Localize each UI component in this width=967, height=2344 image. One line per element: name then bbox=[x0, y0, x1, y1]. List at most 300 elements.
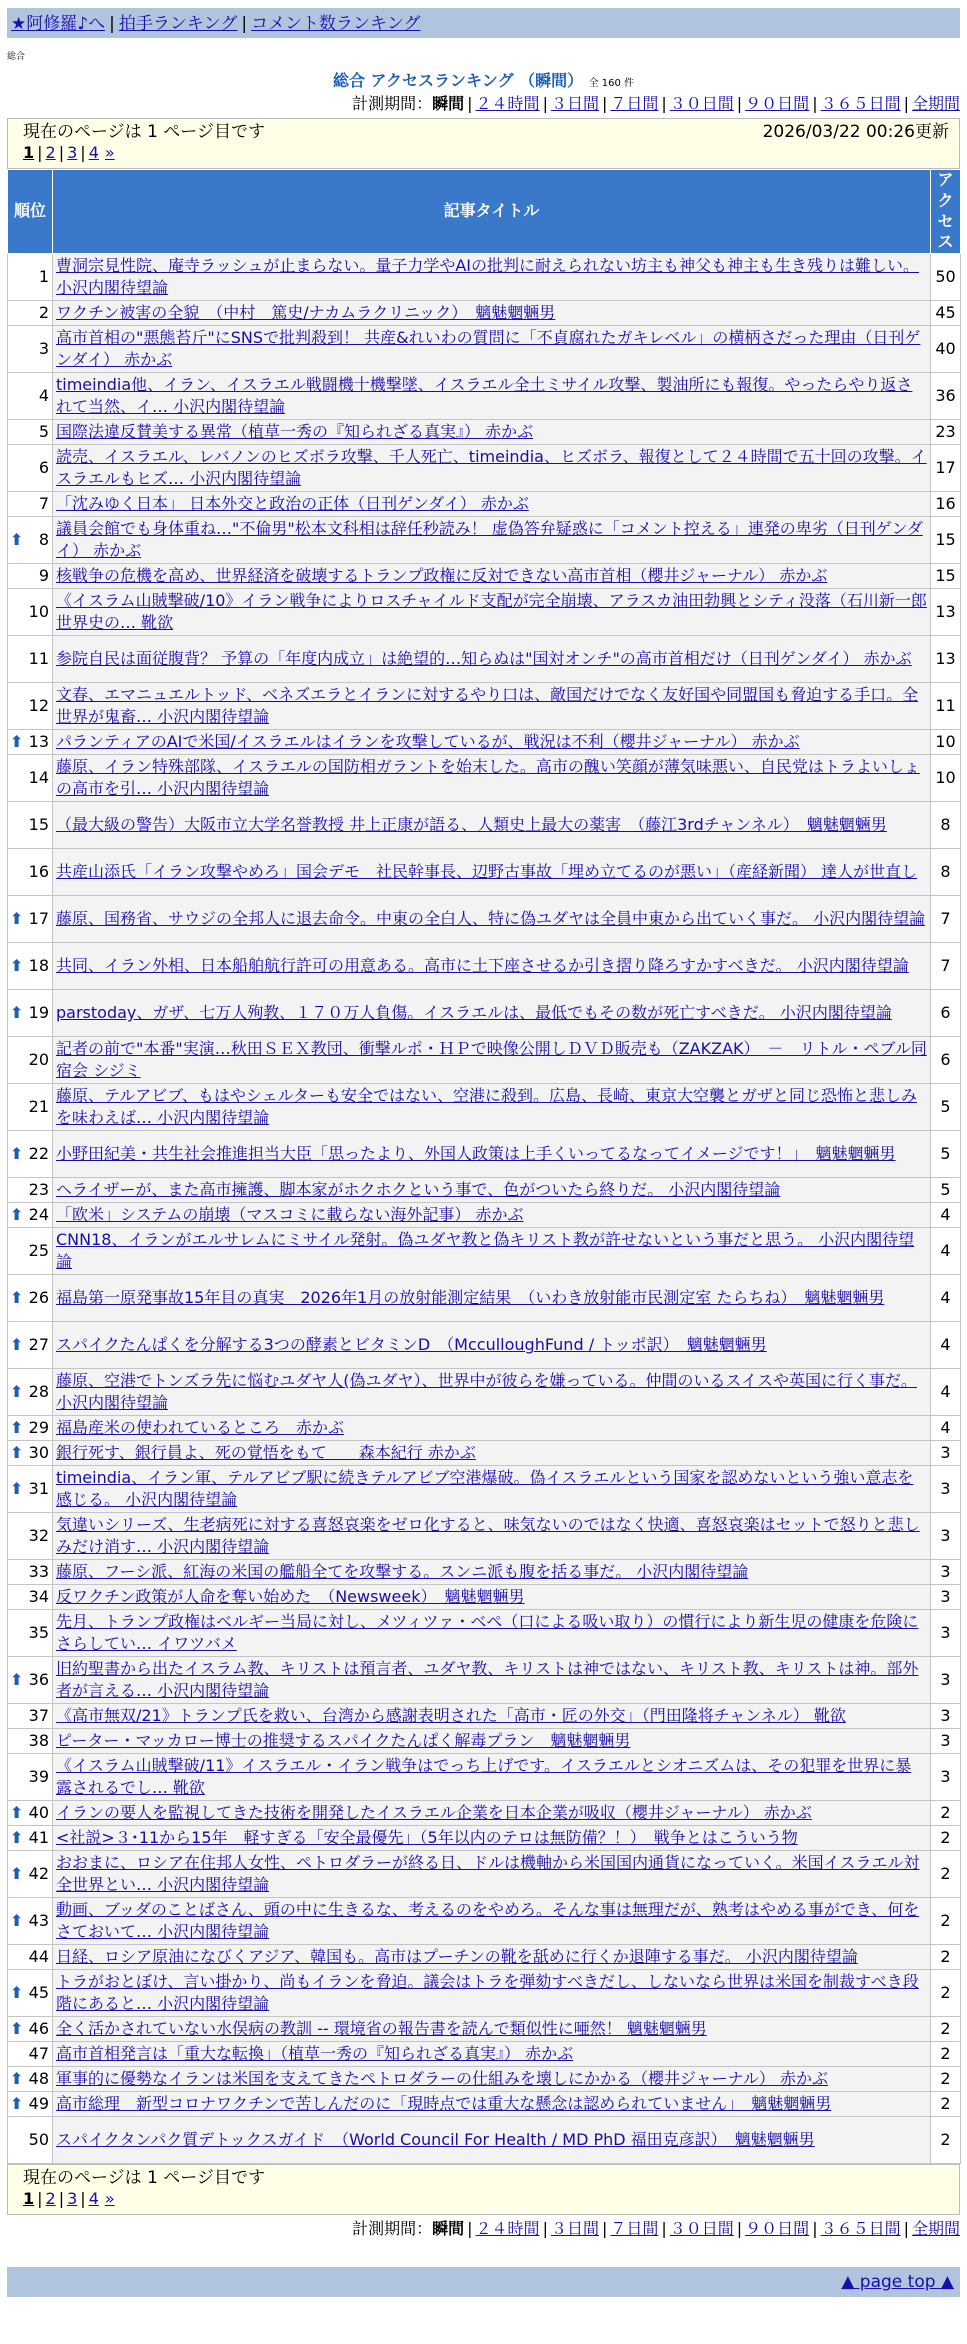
rank-number: 23 bbox=[28, 1179, 49, 1199]
period-24h[interactable]: ２４時間 bbox=[475, 94, 540, 113]
page-link-2-bottom[interactable]: 2 bbox=[45, 2189, 56, 2209]
rank-up-icon: ⬆ bbox=[10, 1417, 24, 1437]
period-365d[interactable]: ３６５日間 bbox=[820, 94, 901, 113]
table-row bbox=[8, 1037, 961, 1084]
header-title: 記事タイトル bbox=[53, 170, 931, 254]
table-row bbox=[8, 1416, 961, 1441]
rank-cell bbox=[8, 492, 53, 517]
table-row bbox=[8, 755, 961, 802]
period-24h-bottom[interactable]: ２４時間 bbox=[475, 2219, 540, 2239]
table-row bbox=[8, 492, 961, 517]
table-row bbox=[8, 1801, 961, 1826]
period-3d[interactable]: ３日間 bbox=[550, 94, 599, 113]
rank-cell bbox=[8, 326, 53, 373]
period-all-bottom[interactable]: 全期間 bbox=[911, 2219, 960, 2239]
rank-up-icon: ⬆ bbox=[10, 2093, 24, 2113]
access-count: 3 bbox=[931, 1585, 961, 1610]
rank-number: 31 bbox=[28, 1478, 49, 1498]
table-row bbox=[8, 1729, 961, 1754]
article-link[interactable]: 動画、ブッダのことばさん、頭の中に生きるな、考えるのをやめろ。そんな事は無理だが、熟考はやめる事ができ、何をさておいて… 小沢内閣待望論 bbox=[56, 1900, 920, 1942]
access-count: 2 bbox=[931, 2092, 961, 2117]
article-link[interactable]: 軍事的に優勢なイランは米国を支えてきたペトロダラーの仕組みを壊しにかかる（櫻井ジャーナル） 赤かぶ bbox=[56, 2069, 828, 2089]
article-link[interactable]: parstoday、ガザ、七万人殉教、１７０万人負傷。イスラエルは、最低でもその数が死亡すべきだ。 小沢内閣待望論 bbox=[56, 1003, 892, 1023]
rank-cell bbox=[8, 990, 53, 1037]
rank-number: 43 bbox=[28, 1910, 49, 1930]
title-cell bbox=[53, 420, 931, 445]
access-count: 5 bbox=[931, 1084, 961, 1131]
rank-up-icon: ⬆ bbox=[10, 1143, 24, 1163]
access-count: 4 bbox=[931, 1369, 961, 1416]
table-row bbox=[8, 1945, 961, 1970]
rank-cell bbox=[8, 1037, 53, 1084]
article-link[interactable]: 反ワクチン政策が人命を奪い始めた （Newsweek） 魑魅魍魎男 bbox=[56, 1587, 525, 1607]
current-page-text-bottom: 現在のページは 1 ページ目です bbox=[23, 2168, 265, 2189]
table-row bbox=[8, 1560, 961, 1585]
title-cell bbox=[53, 1729, 931, 1754]
rank-cell bbox=[8, 849, 53, 896]
page-top-link[interactable]: ▲ page top ▲ bbox=[841, 2272, 954, 2293]
title-cell bbox=[53, 1441, 931, 1466]
updated-timestamp: 2026/03/22 00:26更新 bbox=[762, 122, 949, 142]
access-count: 3 bbox=[931, 1560, 961, 1585]
article-link[interactable]: イランの要人を監視してきた技術を開発したイスラエル企業を日本企業が吸収（櫻井ジャーナル） 赤かぶ bbox=[56, 1803, 812, 1823]
header-access: アクセス bbox=[931, 170, 961, 254]
table-row bbox=[8, 1826, 961, 1851]
table-row bbox=[8, 1275, 961, 1322]
access-count: 2 bbox=[931, 1898, 961, 1945]
title-cell bbox=[53, 373, 931, 420]
access-count: 3 bbox=[931, 1610, 961, 1657]
rank-cell bbox=[8, 730, 53, 755]
rank-number: 3 bbox=[38, 338, 49, 358]
period-selector-top: 計測期間：瞬間 | ２４時間 | ３日間 | ７日間 | ３０日間 | ９０日間 | ３６５日間 | 全期間 bbox=[352, 94, 960, 113]
rank-number: 25 bbox=[28, 1240, 49, 1260]
title-cell bbox=[53, 1945, 931, 1970]
top-nav-asyura-home[interactable]: ★阿修羅♪へ bbox=[11, 14, 106, 34]
title-cell bbox=[53, 564, 931, 589]
title-cell bbox=[53, 589, 931, 636]
article-link[interactable]: 参院自民は面従腹背？ 予算の「年度内成立」は絶望的…知らぬは"国対オンチ"の高市首相だけ（日刊ゲンダイ） 赤かぶ bbox=[56, 649, 912, 669]
page-current: 1 bbox=[23, 143, 35, 162]
article-link[interactable]: 藤原、フーシ派、紅海の米国の艦船全てを攻撃する。スンニ派も腹を括る事だ。 小沢内閣待望論 bbox=[56, 1562, 749, 1582]
rank-number: 20 bbox=[28, 1049, 49, 1069]
article-link[interactable]: ピーター・マッカロー博士の推奨するスパイクたんぱく解毒プラン 魑魅魍魎男 bbox=[56, 1731, 631, 1751]
table-row bbox=[8, 445, 961, 492]
page-link-4-bottom[interactable]: 4 bbox=[88, 2189, 99, 2209]
period-7d-bottom[interactable]: ７日間 bbox=[610, 2219, 659, 2239]
rank-cell bbox=[8, 1441, 53, 1466]
page-link-3-bottom[interactable]: 3 bbox=[67, 2189, 78, 2209]
access-count: 4 bbox=[931, 1228, 961, 1275]
title-cell bbox=[53, 1416, 931, 1441]
title-cell bbox=[53, 1970, 931, 2017]
article-link[interactable]: ヘライザーが、また高市擁護、脚本家がホクホクという事で、色がついたら終りだ。 小沢内閣待望論 bbox=[56, 1180, 781, 1200]
access-count: 23 bbox=[931, 420, 961, 445]
article-link[interactable]: ワクチン被害の全貌 （中村 篤史/ナカムラクリニック） 魑魅魍魎男 bbox=[56, 303, 556, 323]
table-row bbox=[8, 2042, 961, 2067]
title-cell bbox=[53, 2067, 931, 2092]
table-row bbox=[8, 1851, 961, 1898]
access-count: 6 bbox=[931, 990, 961, 1037]
title-cell bbox=[53, 254, 931, 301]
article-link[interactable]: （最大級の警告）大阪市立大学名誉教授 井上正康が語る、人類史上最大の薬害 （藤江3rdチャンネル） 魑魅魍魎男 bbox=[56, 815, 887, 835]
article-link[interactable]: 国際法違反賛美する異常（植草一秀の『知られざる真実』） 赤かぶ bbox=[56, 422, 534, 442]
rank-cell bbox=[8, 1585, 53, 1610]
rank-number: 45 bbox=[28, 1982, 49, 2002]
rank-cell bbox=[8, 1416, 53, 1441]
access-count: 2 bbox=[931, 2067, 961, 2092]
title-cell bbox=[53, 1801, 931, 1826]
table-row bbox=[8, 802, 961, 849]
title-cell bbox=[53, 896, 931, 943]
title-cell bbox=[53, 1131, 931, 1178]
rank-up-icon: ⬆ bbox=[10, 1381, 24, 1401]
rank-up-icon: ⬆ bbox=[10, 1827, 24, 1847]
access-count: 4 bbox=[931, 1203, 961, 1228]
table-row bbox=[8, 2017, 961, 2042]
article-link[interactable]: 藤原、国務省、サウジの全邦人に退去命令。中東の全白人、特に偽ユダヤは全員中東から出ていく事だ。 小沢内閣待望論 bbox=[56, 909, 926, 929]
rank-number: 16 bbox=[28, 861, 49, 881]
page-title bbox=[7, 70, 960, 94]
title-cell bbox=[53, 1084, 931, 1131]
access-count: 4 bbox=[931, 1416, 961, 1441]
article-link[interactable]: 藤原、テルアビブ、もはやシェルターも安全ではない、空港に殺到。広島、長崎、東京大空襲とガザと同じ恐怖と悲しみを味わえば… 小沢内閣待望論 bbox=[56, 1086, 917, 1128]
article-link[interactable]: トラがおとぼけ、言い掛かり、尚もイランを脅迫。議会はトラを弾劾すべきだし、しないなら世界は米国を制裁すべき段階にあると… 小沢内閣待望論 bbox=[56, 1972, 919, 2014]
rank-cell bbox=[8, 943, 53, 990]
rank-cell bbox=[8, 445, 53, 492]
rank-number: 38 bbox=[28, 1730, 49, 1750]
title-cell bbox=[53, 492, 931, 517]
period-30d[interactable]: ３０日間 bbox=[669, 94, 734, 113]
rank-number: 18 bbox=[28, 955, 49, 975]
title-cell bbox=[53, 1657, 931, 1704]
rank-cell bbox=[8, 1178, 53, 1203]
rank-number: 36 bbox=[28, 1669, 49, 1689]
rank-up-icon: ⬆ bbox=[10, 1204, 24, 1224]
rank-up-icon: ⬆ bbox=[10, 731, 24, 751]
rank-up-icon: ⬆ bbox=[10, 1910, 24, 1930]
article-link[interactable]: 議員会館でも身体重ね…"不倫男"松本文科相は辞任秒読み！ 虚偽答弁疑惑に「コメント控える」連発の卑劣（日刊ゲンダイ） 赤かぶ bbox=[56, 519, 923, 561]
rank-cell bbox=[8, 589, 53, 636]
table-row bbox=[8, 564, 961, 589]
rank-cell bbox=[8, 755, 53, 802]
rank-up-icon: ⬆ bbox=[10, 1478, 24, 1498]
rank-number: 29 bbox=[28, 1417, 49, 1437]
title-cell bbox=[53, 1851, 931, 1898]
total-count: 全 160 件 bbox=[588, 78, 635, 89]
page-next-bottom[interactable]: » bbox=[104, 2189, 115, 2209]
access-count: 3 bbox=[931, 1729, 961, 1754]
title-cell bbox=[53, 802, 931, 849]
rank-cell bbox=[8, 1369, 53, 1416]
rank-cell bbox=[8, 2092, 53, 2117]
rank-cell bbox=[8, 1466, 53, 1513]
access-count: 6 bbox=[931, 1037, 961, 1084]
rank-number: 22 bbox=[28, 1143, 49, 1163]
rank-number: 14 bbox=[28, 767, 49, 787]
access-count: 45 bbox=[931, 301, 961, 326]
period-all[interactable]: 全期間 bbox=[911, 94, 960, 113]
access-count: 17 bbox=[931, 445, 961, 492]
title-cell bbox=[53, 517, 931, 564]
rank-up-icon: ⬆ bbox=[10, 1442, 24, 1462]
rank-number: 50 bbox=[28, 2129, 49, 2149]
rank-number: 44 bbox=[28, 1946, 49, 1966]
article-link[interactable]: 共産山添氏「イラン攻撃やめろ」国会デモ 社民幹事長、辺野古事故「埋め立てるのが悪い」（産経新聞） 達人が世直し bbox=[56, 862, 918, 882]
rank-up-icon: ⬆ bbox=[10, 1287, 24, 1307]
article-link[interactable]: 全く活かされていない水俣病の教訓 -- 環境省の報告書を読んで類似性に唖然！ 魑魅魍魎男 bbox=[56, 2019, 707, 2039]
current-page-text: 現在のページは 1 ページ目です bbox=[23, 122, 265, 142]
rank-cell bbox=[8, 1729, 53, 1754]
access-count: 36 bbox=[931, 373, 961, 420]
period-90d-bottom[interactable]: ９０日間 bbox=[745, 2219, 810, 2239]
top-navigation: ★阿修羅♪へ | 拍手ランキング | コメント数ランキング bbox=[7, 8, 960, 38]
article-link[interactable]: CNN18、イランがエルサレムにミサイル発射。偽ユダヤ教と偽キリスト教が許せないという事だと思う。 小沢内閣待望論 bbox=[56, 1230, 915, 1272]
rank-number: 32 bbox=[28, 1525, 49, 1545]
period-3d-bottom[interactable]: ３日間 bbox=[550, 2219, 599, 2239]
table-header-row bbox=[8, 170, 961, 254]
access-count: 7 bbox=[931, 896, 961, 943]
article-link[interactable]: 気違いシリーズ、生老病死に対する喜怒哀楽をゼロ化すると、味気ないのではなく快適、喜怒哀楽はセットで怒りと悲しみだけ消す… 小沢内閣待望論 bbox=[56, 1515, 920, 1557]
rank-cell bbox=[8, 1084, 53, 1131]
access-count: 3 bbox=[931, 1441, 961, 1466]
access-count: 8 bbox=[931, 802, 961, 849]
rank-cell bbox=[8, 1945, 53, 1970]
table-row bbox=[8, 1369, 961, 1416]
article-link[interactable]: 読売、イスラエル、レバノンのヒズボラ攻撃、千人死亡、timeindia、ヒズボラ、報復として２４時間で五十回の攻撃。イスラエルもヒズ… 小沢内閣待望論 bbox=[56, 447, 927, 489]
page-current-bottom: 1 bbox=[23, 2189, 35, 2209]
ranking-table bbox=[7, 169, 961, 2164]
rank-cell bbox=[8, 636, 53, 683]
article-link[interactable]: 高市首相の"悪態苔斤"にSNSで批判殺到！ 共産&れいわの質問に「不貞腐れたガキレベル」の横柄さだった理由（日刊ゲンダイ） 赤かぶ bbox=[56, 328, 921, 370]
table-row bbox=[8, 849, 961, 896]
rank-number: 11 bbox=[28, 648, 49, 668]
access-count: 3 bbox=[931, 1466, 961, 1513]
title-cell bbox=[53, 2092, 931, 2117]
access-count: 8 bbox=[931, 849, 961, 896]
page-link-2[interactable]: 2 bbox=[45, 143, 56, 162]
rank-number: 12 bbox=[28, 695, 49, 715]
article-link[interactable]: 高市総理 新型コロナワクチンで苦しんだのに「現時点では重大な懸念は認められていません」 魑魅魍魎男 bbox=[56, 2094, 832, 2114]
rank-number: 35 bbox=[28, 1622, 49, 1642]
rank-cell bbox=[8, 2017, 53, 2042]
article-link[interactable]: 「沈みゆく日本」 日本外交と政治の正体（日刊ゲンダイ） 赤かぶ bbox=[56, 494, 529, 514]
rank-up-icon: ⬆ bbox=[10, 908, 24, 928]
access-count: 13 bbox=[931, 636, 961, 683]
article-link[interactable]: 藤原、空港でトンズラ先に悩むユダヤ人(偽ユダヤ）、世界中が彼らを嫌っている。仲間のいるスイスや英国に行く事だ。 小沢内閣待望論 bbox=[56, 1371, 917, 1413]
rank-number: 24 bbox=[28, 1204, 49, 1224]
title-cell bbox=[53, 2117, 931, 2164]
table-row bbox=[8, 1610, 961, 1657]
rank-number: 4 bbox=[38, 385, 49, 405]
ranking-title: 総合 アクセスランキング （瞬間） bbox=[332, 71, 584, 90]
rank-number: 9 bbox=[38, 565, 49, 585]
article-link[interactable]: timeindia他、イラン、イスラエル戦闘機十機撃墜、イスラエル全土ミサイル攻撃、製油所にも報復。やったらやり返されて当然、イ… 小沢内閣待望論 bbox=[56, 375, 913, 417]
rank-up-icon: ⬆ bbox=[10, 955, 24, 975]
article-link[interactable]: 旧約聖書から出たイスラム教、キリストは預言者、ユダヤ教、キリストは神ではない、キリスト教、キリストは神。部外者が言える… 小沢内閣待望論 bbox=[56, 1659, 919, 1701]
rank-cell bbox=[8, 301, 53, 326]
article-link[interactable]: 福島産米の使われているところ 赤かぶ bbox=[56, 1418, 345, 1438]
table-row bbox=[8, 1441, 961, 1466]
title-cell bbox=[53, 1322, 931, 1369]
rank-cell bbox=[8, 1203, 53, 1228]
article-link[interactable]: パランティアのAIで米国/イスラエルはイランを攻撃しているが、戦況は不利（櫻井ジャーナル） 赤かぶ bbox=[56, 732, 800, 752]
rank-cell bbox=[8, 1275, 53, 1322]
table-row bbox=[8, 1585, 961, 1610]
access-count: 4 bbox=[931, 1275, 961, 1322]
title-cell bbox=[53, 445, 931, 492]
table-row bbox=[8, 326, 961, 373]
article-link[interactable]: 核戦争の危機を高め、世界経済を破壊するトランプ政権に反対できない高市首相（櫻井ジャーナル） 赤かぶ bbox=[56, 566, 828, 586]
access-count: 5 bbox=[931, 1178, 961, 1203]
rank-cell bbox=[8, 1826, 53, 1851]
access-count: 10 bbox=[931, 730, 961, 755]
title-cell bbox=[53, 326, 931, 373]
period-30d-bottom[interactable]: ３０日間 bbox=[669, 2219, 734, 2239]
rank-number: 7 bbox=[38, 493, 49, 513]
rank-number: 33 bbox=[28, 1561, 49, 1581]
table-row bbox=[8, 1203, 961, 1228]
access-count: 5 bbox=[931, 1131, 961, 1178]
article-link[interactable]: 記者の前で"本番"実演…秋田ＳＥＸ教団、衝撃ルポ・ＨＰで映像公開しＤＶＤ販売も（ZAKZAK） － リトル・ペブル同宿会 シジミ bbox=[56, 1039, 927, 1081]
rank-number: 28 bbox=[28, 1381, 49, 1401]
page-link-4[interactable]: 4 bbox=[88, 143, 99, 162]
access-count: 50 bbox=[931, 254, 961, 301]
table-row bbox=[8, 2092, 961, 2117]
table-row bbox=[8, 896, 961, 943]
rank-cell bbox=[8, 1513, 53, 1560]
access-count: 2 bbox=[931, 1801, 961, 1826]
article-link[interactable]: スパイクタンパク質デトックスガイド （World Council For Health / MD PhD 福田克彦訳） 魑魅魍魎男 bbox=[56, 2130, 815, 2150]
rank-cell bbox=[8, 1801, 53, 1826]
title-cell bbox=[53, 1560, 931, 1585]
top-nav-clap-ranking[interactable]: 拍手ランキング bbox=[118, 14, 238, 34]
article-link[interactable]: 「欧米」システムの崩壊（マスコミに載らない海外記事） 赤かぶ bbox=[56, 1205, 524, 1225]
article-link[interactable]: 文春、エマニュエルトッド、ベネズエラとイランに対するやり口は、敵国だけでなく友好国や同盟国も脅迫する手口。全世界が鬼畜… 小沢内閣待望論 bbox=[56, 685, 919, 727]
top-nav-comment-ranking[interactable]: コメント数ランキング bbox=[251, 14, 421, 34]
rank-number: 5 bbox=[38, 421, 49, 441]
table-row bbox=[8, 1178, 961, 1203]
article-link[interactable]: 藤原、イラン特殊部隊、イスラエルの国防相ガラントを始末した。高市の醜い笑顔が薄気味悪い、自民党はトラよいしょの高市を引… 小沢内閣待望論 bbox=[56, 757, 920, 799]
table-row bbox=[8, 1084, 961, 1131]
rank-number: 6 bbox=[38, 457, 49, 477]
rank-cell bbox=[8, 1322, 53, 1369]
rank-number: 30 bbox=[28, 1442, 49, 1462]
table-row bbox=[8, 373, 961, 420]
rank-up-icon: ⬆ bbox=[10, 1334, 24, 1354]
table-row bbox=[8, 636, 961, 683]
title-cell bbox=[53, 1178, 931, 1203]
table-row bbox=[8, 1466, 961, 1513]
rank-number: 27 bbox=[28, 1334, 49, 1354]
period-7d[interactable]: ７日間 bbox=[610, 94, 659, 113]
title-cell bbox=[53, 1585, 931, 1610]
article-link[interactable]: 共同、イラン外相、日本船舶航行許可の用意ある。高市に土下座させるか引き摺り降ろすかすべきだ。 小沢内閣待望論 bbox=[56, 956, 909, 976]
article-link[interactable]: 高市首相発言は「重大な転換」（植草一秀の『知られざる真実』） 赤かぶ bbox=[56, 2044, 574, 2064]
category-label: 総合 bbox=[7, 52, 26, 62]
rank-up-icon: ⬆ bbox=[10, 1669, 24, 1689]
rank-number: 8 bbox=[38, 529, 49, 549]
rank-cell bbox=[8, 683, 53, 730]
footer-bar bbox=[7, 2267, 960, 2297]
article-link[interactable]: <社説>３･11から15年 軽すぎる「安全最優先」（5年以内のテロは無防備？！） 戦争とはこういう物 bbox=[56, 1828, 798, 1848]
rank-number: 13 bbox=[28, 731, 49, 751]
title-cell bbox=[53, 1898, 931, 1945]
rank-cell bbox=[8, 1851, 53, 1898]
article-link[interactable]: 福島第一原発事故15年目の真実 2026年1月の放射能測定結果 （いわき放射能市民測定室 たらちね） 魑魅魍魎男 bbox=[56, 1288, 885, 1308]
rank-number: 26 bbox=[28, 1287, 49, 1307]
rank-cell bbox=[8, 1560, 53, 1585]
table-row bbox=[8, 1754, 961, 1801]
rank-cell bbox=[8, 1228, 53, 1275]
rank-up-icon: ⬆ bbox=[10, 1802, 24, 1822]
period-90d[interactable]: ９０日間 bbox=[745, 94, 810, 113]
rank-number: 34 bbox=[28, 1586, 49, 1606]
title-cell bbox=[53, 849, 931, 896]
rank-number: 19 bbox=[28, 1002, 49, 1022]
article-link[interactable]: スパイクたんぱくを分解する3つの酵素とビタミンD （McculloughFund / トッポ訳） 魑魅魍魎男 bbox=[56, 1335, 767, 1355]
article-link[interactable]: 先月、トランプ政権はベルギー当局に対し、メツィツァ・ベペ（口による吸い取り）の慣行により新生児の健康を危険にさらしてい… イワツバメ bbox=[56, 1612, 919, 1654]
page-link-3[interactable]: 3 bbox=[67, 143, 78, 162]
title-cell bbox=[53, 755, 931, 802]
access-count: 2 bbox=[931, 2042, 961, 2067]
article-link[interactable]: 《イスラム山賊撃破/10》イラン戦争によりロスチャイルド支配が完全崩壊、アラスカ油田勃興とシティ没落（石川新一郎世界史の… 靴欲 bbox=[56, 591, 927, 633]
rank-number: 47 bbox=[28, 2043, 49, 2063]
title-cell bbox=[53, 2017, 931, 2042]
rank-number: 42 bbox=[28, 1863, 49, 1883]
table-row bbox=[8, 1657, 961, 1704]
period-365d-bottom[interactable]: ３６５日間 bbox=[820, 2219, 901, 2239]
rank-number: 10 bbox=[28, 601, 49, 621]
article-link[interactable]: 日経、ロシア原油になびくアジア、韓国も。高市はプーチンの靴を舐めに行くか退陣する事だ。 小沢内閣待望論 bbox=[56, 1947, 858, 1967]
table-row bbox=[8, 683, 961, 730]
article-link[interactable]: おおまに、ロシア在住邦人女性、ペトロダラーが終る日、ドルは機軸から米国国内通貨になっていく。米国イスラエル対全世界とい… 小沢内閣待望論 bbox=[56, 1853, 920, 1895]
access-count: 2 bbox=[931, 1945, 961, 1970]
title-cell bbox=[53, 990, 931, 1037]
rank-cell bbox=[8, 2067, 53, 2092]
article-link[interactable]: 銀行死す、銀行員よ、死の覚悟をもて 森本紀行 赤かぶ bbox=[56, 1443, 476, 1463]
access-count: 15 bbox=[931, 517, 961, 564]
rank-cell bbox=[8, 1898, 53, 1945]
title-cell bbox=[53, 730, 931, 755]
title-cell bbox=[53, 1228, 931, 1275]
article-link[interactable]: timeindia、イラン軍、テルアビブ駅に続きテルアビブ空港爆破。偽イスラエルという国家を認めないという強い意志を感じる。 小沢内閣待望論 bbox=[56, 1468, 914, 1510]
article-link[interactable]: 《高市無双/21》トランプ氏を救い、台湾から感謝表明された「高市・匠の外交」（門田隆将チャンネル） 靴欲 bbox=[56, 1706, 846, 1726]
rank-number: 48 bbox=[28, 2068, 49, 2088]
table-row bbox=[8, 254, 961, 301]
access-count: 2 bbox=[931, 2117, 961, 2164]
period-selector-bottom: 計測期間：瞬間 | ２４時間 | ３日間 | ７日間 | ３０日間 | ９０日間 | ３６５日間 | 全期間 bbox=[352, 2219, 960, 2239]
access-count: 3 bbox=[931, 1513, 961, 1560]
period-current-bottom: 瞬間 bbox=[432, 2219, 465, 2239]
article-link[interactable]: 曹洞宗見性院、庵寺ラッシュが止まらない。量子力学やAIの批判に耐えられない坊主も神父も神主も生き残りは難しい。 小沢内閣待望論 bbox=[56, 256, 920, 298]
article-link[interactable]: 《イスラム山賊撃破/11》イスラエル・イラン戦争はでっち上げです。イスラエルとシオニズムは、その犯罪を世界に暴露されるでし… 靴欲 bbox=[56, 1756, 912, 1798]
table-row bbox=[8, 1704, 961, 1729]
title-cell bbox=[53, 1275, 931, 1322]
table-row bbox=[8, 301, 961, 326]
page-next[interactable]: » bbox=[104, 143, 115, 162]
rank-number: 1 bbox=[38, 266, 49, 286]
title-cell bbox=[53, 1369, 931, 1416]
access-count: 15 bbox=[931, 564, 961, 589]
title-cell bbox=[53, 636, 931, 683]
rank-cell bbox=[8, 802, 53, 849]
access-count: 3 bbox=[931, 1754, 961, 1801]
access-count: 2 bbox=[931, 1970, 961, 2017]
table-row bbox=[8, 1131, 961, 1178]
rank-number: 15 bbox=[28, 814, 49, 834]
article-link[interactable]: 小野田紀美・共生社会推進担当大臣「思ったより、外国人政策は上手くいってるなってイメージです！」 魑魅魍魎男 bbox=[56, 1144, 896, 1164]
